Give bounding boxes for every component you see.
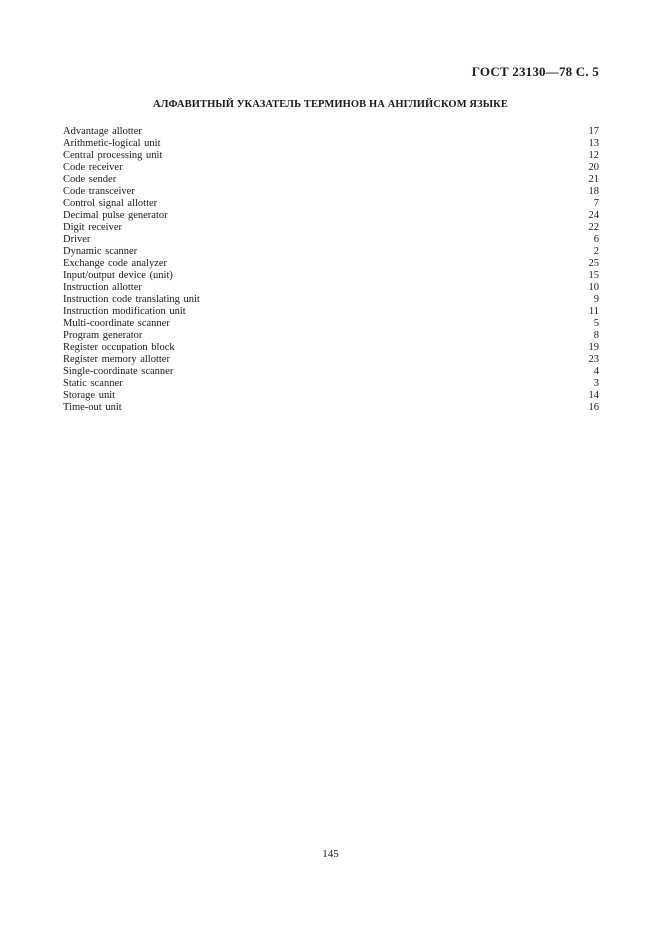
index-term: Multi-coordinate scanner bbox=[63, 318, 170, 329]
index-term: Dynamic scanner bbox=[63, 246, 138, 257]
index-page-ref: 4 bbox=[593, 366, 599, 377]
index-entry bbox=[63, 330, 599, 342]
index-page-ref: 25 bbox=[588, 258, 599, 269]
index-term: Instruction modification unit bbox=[63, 306, 186, 317]
index-term: Driver bbox=[63, 234, 91, 245]
index-entry bbox=[63, 162, 599, 174]
index-page-ref: 17 bbox=[588, 126, 599, 137]
index-page-ref: 22 bbox=[588, 222, 599, 233]
index-entry bbox=[63, 366, 599, 378]
index-page-ref: 24 bbox=[588, 210, 599, 221]
index-page-ref: 14 bbox=[588, 390, 599, 401]
page-number: 145 bbox=[322, 848, 339, 860]
index-term: Code receiver bbox=[63, 162, 123, 173]
index-page-ref: 12 bbox=[588, 150, 599, 161]
index-entry bbox=[63, 222, 599, 234]
index-entry bbox=[63, 282, 599, 294]
index-term: Arithmetic-logical unit bbox=[63, 138, 161, 149]
index-term: Central processing unit bbox=[63, 150, 163, 161]
index-term: Static scanner bbox=[63, 378, 123, 389]
index-term: Code sender bbox=[63, 174, 117, 185]
index-entry bbox=[63, 138, 599, 150]
index-entry bbox=[63, 174, 599, 186]
index-term: Control signal allotter bbox=[63, 198, 158, 209]
index-entry bbox=[63, 402, 599, 414]
index-term: Time-out unit bbox=[63, 402, 122, 413]
index-page-ref: 18 bbox=[588, 186, 599, 197]
index-entry bbox=[63, 294, 599, 306]
index-page-ref: 9 bbox=[593, 294, 599, 305]
document-code-header: ГОСТ 23130—78 С. 5 bbox=[471, 64, 599, 79]
index-entry bbox=[63, 306, 599, 318]
index-term: Register memory allotter bbox=[63, 354, 170, 365]
index-page-ref: 23 bbox=[588, 354, 599, 365]
index-page-ref: 10 bbox=[588, 282, 599, 293]
index-entry bbox=[63, 150, 599, 162]
index-page-ref: 8 bbox=[593, 330, 599, 341]
index-page-ref: 2 bbox=[593, 246, 599, 257]
index-page-ref: 11 bbox=[588, 306, 599, 317]
index-term: Program generator bbox=[63, 330, 143, 341]
index-term: Single-coordinate scanner bbox=[63, 366, 174, 377]
index-entry bbox=[63, 234, 599, 246]
index-term: Digit receiver bbox=[63, 222, 123, 233]
index-page-ref: 21 bbox=[588, 174, 599, 185]
index-entry bbox=[63, 246, 599, 258]
index-page-ref: 3 bbox=[593, 378, 599, 389]
index-entry bbox=[63, 210, 599, 222]
index-page-ref: 7 bbox=[593, 198, 599, 209]
index-entry bbox=[63, 354, 599, 366]
index-page-ref: 20 bbox=[588, 162, 599, 173]
index-entry bbox=[63, 126, 599, 138]
index-page-ref: 6 bbox=[593, 234, 599, 245]
index-page-ref: 13 bbox=[588, 138, 599, 149]
index-entry bbox=[63, 270, 599, 282]
term-index-list bbox=[63, 126, 599, 414]
index-term: Storage unit bbox=[63, 390, 116, 401]
index-entry bbox=[63, 318, 599, 330]
index-term: Advantage allotter bbox=[63, 126, 142, 137]
index-page-ref: 5 bbox=[593, 318, 599, 329]
index-entry bbox=[63, 198, 599, 210]
index-page-ref: 15 bbox=[588, 270, 599, 281]
index-term: Register occupation block bbox=[63, 342, 175, 353]
index-entry bbox=[63, 378, 599, 390]
index-entry bbox=[63, 186, 599, 198]
index-entry bbox=[63, 342, 599, 354]
index-entry bbox=[63, 390, 599, 402]
index-term: Input/output device (unit) bbox=[63, 270, 173, 281]
index-term: Code transceiver bbox=[63, 186, 135, 197]
index-term: Instruction code translating unit bbox=[63, 294, 200, 305]
index-term: Decimal pulse generator bbox=[63, 210, 168, 221]
index-page-ref: 16 bbox=[588, 402, 599, 413]
index-term: Exchange code analyzer bbox=[63, 258, 168, 269]
index-term: Instruction allotter bbox=[63, 282, 142, 293]
page-title: АЛФАВИТНЫЙ УКАЗАТЕЛЬ ТЕРМИНОВ НА АНГЛИЙСКОМ ЯЗЫКЕ bbox=[153, 99, 508, 110]
index-page-ref: 19 bbox=[588, 342, 599, 353]
index-entry bbox=[63, 258, 599, 270]
